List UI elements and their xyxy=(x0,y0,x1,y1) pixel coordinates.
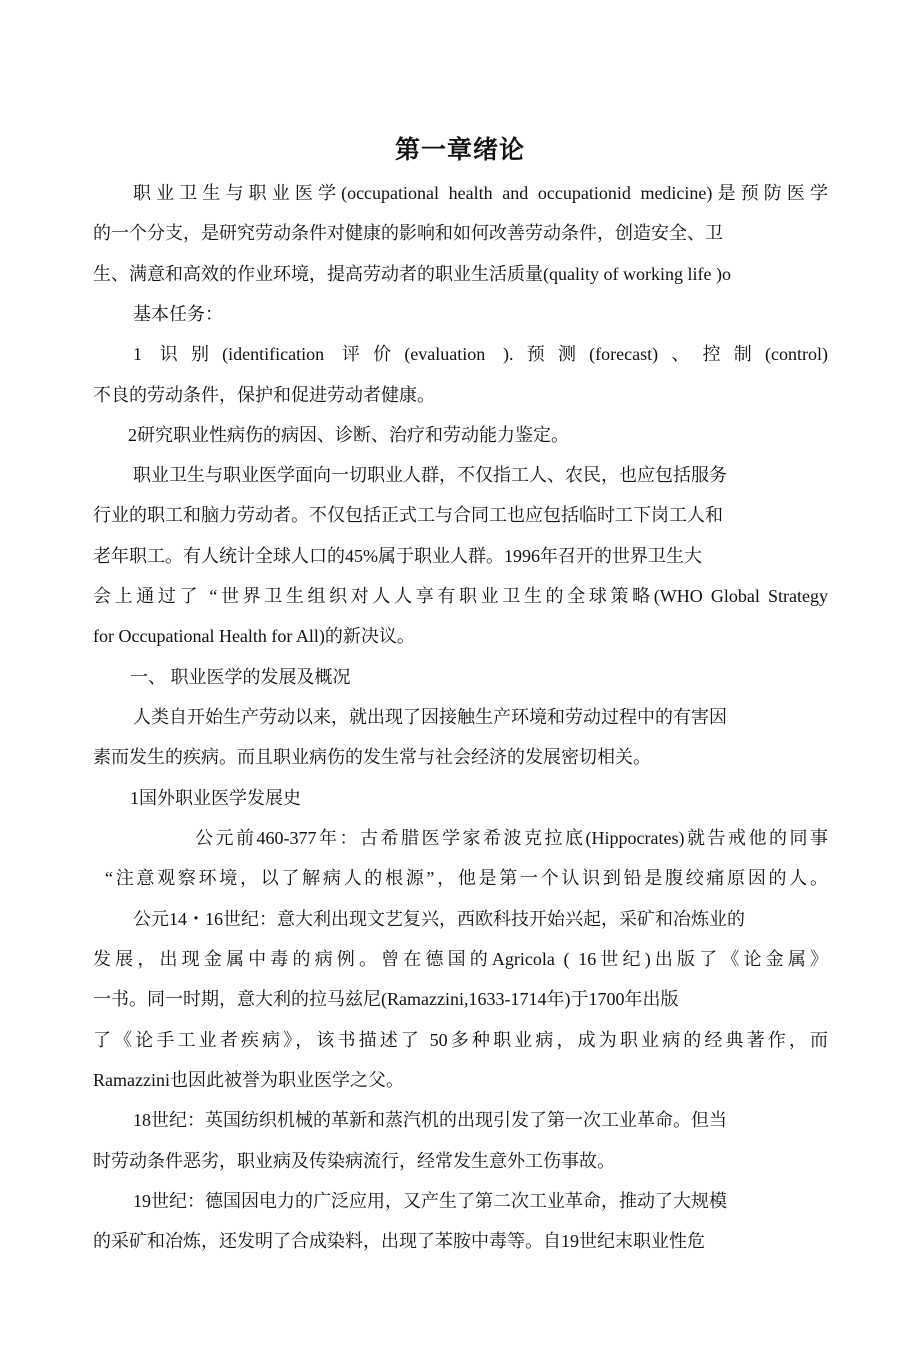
paragraph-line: 职业卫生与职业医学面向一切职业人群，不仅指工人、农民，也应包括服务 xyxy=(133,465,727,485)
paragraph-line: 老年职工。有人统计全球人口的45%属于职业人群。1996年召开的世界卫生大 xyxy=(93,546,702,566)
paragraph-line: 的采矿和冶炼，还发明了合成染料，出现了苯胺中毒等。自19世纪末职业性危 xyxy=(93,1231,705,1251)
paragraph-line: 不良的劳动条件，保护和促进劳动者健康。 xyxy=(93,385,435,405)
paragraph-line: 18世纪：英国纺织机械的革新和蒸汽机的出现引发了第一次工业革命。但当 xyxy=(133,1110,727,1130)
paragraph-line: 了《论手工业者疾病》，该书描述了 50多种职业病，成为职业病的经典著作，而 xyxy=(93,1030,828,1050)
paragraph-line: 人类自开始生产劳动以来，就出现了因接触生产环境和劳动过程中的有害因 xyxy=(133,707,727,727)
section-label: 基本任务： xyxy=(133,304,223,324)
list-item: 2研究职业性病伤的病因、诊断、治疗和劳动能力鉴定。 xyxy=(128,425,569,445)
paragraph-line: for Occupational Health for All)的新决议。 xyxy=(93,626,415,646)
paragraph-line: “注意观察环境，以了解病人的根源”，他是第一个认识到铅是腹绞痛原因的人。 xyxy=(105,868,828,888)
subsection-heading: 1国外职业医学发展史 xyxy=(130,788,301,808)
paragraph-line: 公元14・16世纪：意大利出现文艺复兴，西欧科技开始兴起，采矿和冶炼业的 xyxy=(133,909,745,929)
chapter-title: 第一章绪论 xyxy=(394,135,525,164)
paragraph-line: 发展，出现金属中毒的病例。曾在德国的Agricola ( 16世纪)出版了《论金属》 xyxy=(93,949,828,969)
list-item: 1 识别(identification 评价(evaluation ).预测(forecast)、控制(control) xyxy=(133,344,828,364)
paragraph-line: 一书。同一时期，意大利的拉马兹尼(Ramazzini,1633-1714年)于1700年出版 xyxy=(93,989,679,1009)
paragraph-line: 19世纪：德国因电力的广泛应用，又产生了第二次工业革命，推动了大规模 xyxy=(133,1191,727,1211)
paragraph-line: 会上通过了 “世界卫生组织对人人享有职业卫生的全球策略(WHO Global Strategy xyxy=(93,586,828,606)
paragraph-line: Ramazzini也因此被誉为职业医学之父。 xyxy=(93,1070,404,1090)
paragraph-line: 时劳动条件恶劣，职业病及传染病流行，经常发生意外工伤事故。 xyxy=(93,1151,615,1171)
paragraph-line: 的一个分支，是研究劳动条件对健康的影响和如何改善劳动条件，创造安全、卫 xyxy=(93,223,723,243)
paragraph-line: 素而发生的疾病。而且职业病伤的发生常与社会经济的发展密切相关。 xyxy=(93,747,651,767)
paragraph-line: 生、满意和高效的作业环境，提高劳动者的职业生活质量(quality of working life )o xyxy=(93,264,731,284)
paragraph-line: 职业卫生与职业医学(occupational health and occupationid medicine)是预防医学 xyxy=(133,183,828,203)
paragraph-line: 公元前460-377年：古希腊医学家希波克拉底(Hippocrates)就告戒他的同事 xyxy=(195,828,828,848)
section-heading: 一、 职业医学的发展及概况 xyxy=(130,667,351,687)
paragraph-line: 行业的职工和脑力劳动者。不仅包括正式工与合同工也应包括临时工下岗工人和 xyxy=(93,505,723,525)
